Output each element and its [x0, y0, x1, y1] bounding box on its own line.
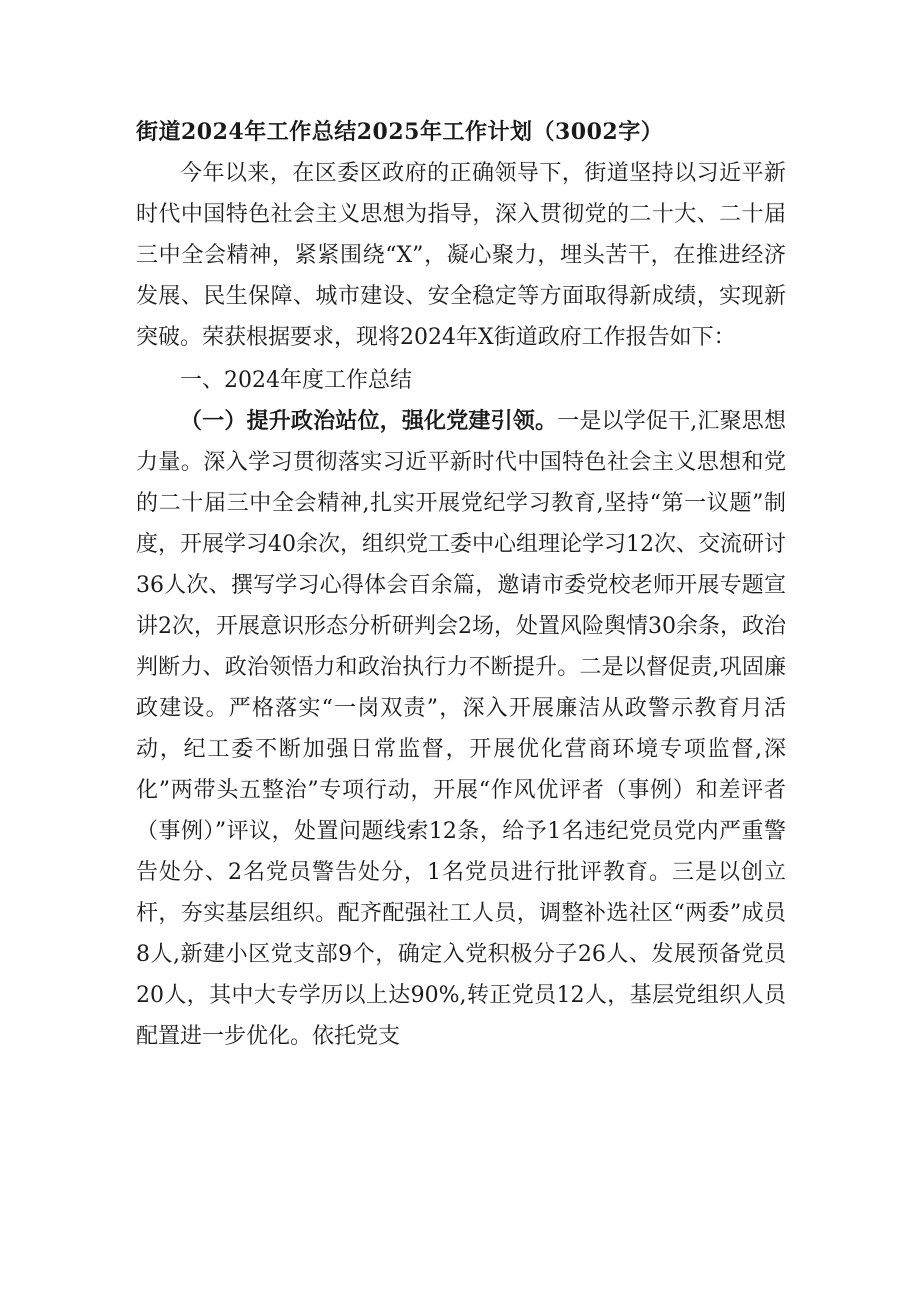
document-body — [136, 112, 786, 1057]
subsection-paragraph — [136, 401, 786, 1057]
document-title: 街道2024年工作总结2025年工作计划（3002字） — [136, 119, 664, 145]
section-heading: 一、2024年度工作总结 — [180, 368, 412, 393]
subsection-body: 一是以学促干,汇聚思想力量。深入学习贯彻落实习近平新时代中国特色社会主义思想和党的二十届三中全会精神,扎实开展党纪学习教育,坚持“第一议题”制度，开展学习40余次，组织党工委中心组理论学习12次、交流研讨36人次、撰写学习心得体会百余篇，邀请市委党校老师开展专题宣讲2次，开展意识形态分析研判会2场，处置风险舆情30余条，政治判断力、政治领悟力和政治执行力不断提升。二是以督促责,巩固廉政建设。严格落实“一岗双责”，深入开展廉洁从政警示教育月活动，纪工委不断加强日常监督，开展优化营商环境专项监督,深化”两带头五整治”专项行动，开展“作风优评者（事例）和差评者（事例）”评议，处置问题线索12条，给予1名违纪党员党内严重警告处分、2名党员警告处分，1名党员进行批评教育。三是以创立杆，夯实基层组织。配齐配强社工人员，调整补选社区“两委”成员8人,新建小区党支部9个，确定入党积极分子26人、发展预备党员20人，其中大专学历以上达90%,转正党员12人，基层党组织人员配置进一步优化。依托党支 — [136, 409, 786, 1049]
subsection-heading: （一）提升政治站位，强化党建引领。 — [180, 408, 558, 434]
intro-paragraph: 今年以来，在区委区政府的正确领导下，街道坚持以习近平新时代中国特色社会主义思想为指导，深入贯彻党的二十大、二十届三中全会精神，紧紧围绕“X”，凝心聚力，埋头苦干，在推进经济发展、民生保障、城市建设、安全稳定等方面取得新成绩，实现新突破。荣获根据要求，现将2024年X街道政府工作报告如下： — [136, 161, 786, 350]
